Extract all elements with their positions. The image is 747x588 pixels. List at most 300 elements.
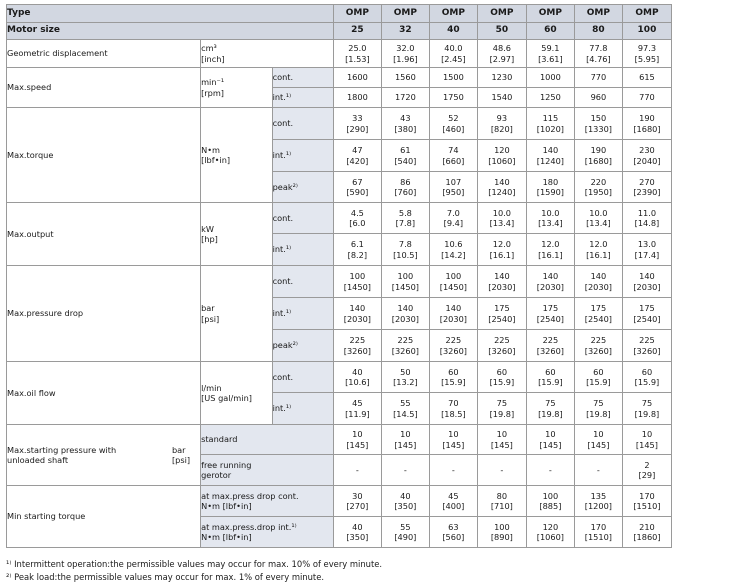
cell-line: free running	[201, 459, 252, 470]
min-starting-torque-cont-value	[477, 486, 526, 517]
max-oil-flow-cont-value	[429, 362, 477, 393]
max-output-cont-value	[526, 203, 574, 234]
cell-line: 40	[352, 366, 363, 377]
cell-line: int.¹⁾	[272, 92, 292, 103]
cell-line: 59.1	[541, 43, 560, 54]
motor-size-label	[7, 23, 334, 40]
cell-line: 43	[400, 113, 411, 124]
cell-line: 2	[644, 459, 650, 470]
cell-line: [2540]	[536, 313, 564, 324]
cell-line: cont.	[272, 212, 294, 223]
max-oil-flow-int-value	[381, 393, 429, 425]
cell-line: OMP	[538, 7, 562, 18]
cell-line: 40.0	[444, 43, 463, 54]
starting-pressure-free-value	[429, 455, 477, 486]
min-starting-torque-int-value	[574, 517, 622, 548]
cell-line: Max.torque	[7, 149, 54, 160]
cell-line: 4.5	[350, 207, 364, 218]
cell-line: 10.0	[541, 207, 560, 218]
max-pressure-drop-cont-value	[574, 266, 622, 298]
cell-line: [1.96]	[393, 53, 418, 64]
max-speed-cont-value	[333, 68, 381, 88]
motor-spec-table	[6, 4, 672, 548]
cell-line: peak²⁾	[272, 181, 298, 192]
cell-line: 40	[400, 490, 411, 501]
max-output-cont-value	[333, 203, 381, 234]
table-row	[7, 486, 672, 517]
cell-line: 1230	[491, 72, 513, 83]
starting-pressure-free-value	[333, 455, 381, 486]
type-cell	[381, 5, 429, 23]
max-speed-int-label	[272, 88, 333, 108]
cell-line: 115	[542, 113, 559, 124]
displacement-value	[429, 40, 477, 68]
cell-line: [3260]	[536, 345, 564, 356]
starting-pressure-standard-value	[381, 425, 429, 455]
max-pressure-drop-cont-value	[381, 266, 429, 298]
cell-line: [19.8]	[634, 408, 660, 419]
type-label	[7, 5, 334, 23]
table-row	[7, 5, 672, 23]
cell-line: 45	[352, 398, 363, 409]
standard-label	[201, 425, 334, 455]
max-pressure-drop-peak-value	[526, 330, 574, 362]
cell-line: 225	[445, 335, 462, 346]
cell-line: kW	[201, 223, 214, 234]
cell-line: [10.6]	[345, 377, 370, 387]
cell-line: [15.9]	[586, 377, 611, 387]
cell-line: 30	[352, 490, 363, 501]
cell-line: 74	[448, 145, 459, 156]
cell-line: Geometric displacement	[7, 48, 108, 59]
cell-line: 6.1	[350, 239, 364, 250]
cell-line: [18.5]	[441, 408, 466, 419]
cell-line: [rpm]	[201, 87, 225, 98]
cell-line: 10	[593, 429, 604, 440]
cell-line: 75	[496, 398, 508, 409]
cell-line: 75	[545, 398, 556, 409]
cell-line: [1200]	[584, 501, 612, 511]
cell-line: 60	[545, 366, 556, 377]
cell-line: 100	[349, 271, 366, 282]
cell-line: cont.	[272, 276, 294, 287]
max-oil-flow-cont-value	[333, 362, 381, 393]
cell-line: [2030]	[633, 281, 661, 292]
cell-line: [5.95]	[634, 53, 660, 64]
max-speed-cont-value	[622, 68, 671, 88]
cell-line: peak²⁾	[272, 340, 298, 351]
cell-line: 120	[494, 145, 510, 156]
cell-line: [15.9]	[538, 377, 563, 387]
cell-line: [560]	[442, 532, 465, 542]
cell-line: [13.4]	[586, 218, 611, 228]
cell-line: Min starting torque	[7, 511, 86, 522]
cell-line: [950]	[442, 187, 465, 197]
cell-line: 100	[397, 271, 414, 282]
max-torque-int-value	[429, 140, 477, 172]
max-pressure-drop-cont-value	[477, 266, 526, 298]
cell-line: int.¹⁾	[272, 150, 292, 161]
max-output-label	[7, 203, 201, 266]
max-oil-flow-unit	[201, 362, 273, 425]
cell-line: -	[596, 464, 600, 475]
cell-line: [660]	[442, 155, 465, 166]
cell-line: [2.45]	[441, 53, 466, 64]
footnotes	[6, 558, 382, 584]
max-oil-flow-cont-value	[477, 362, 526, 393]
cell-line: at max.press drop cont.	[201, 490, 299, 501]
cell-line: [145]	[587, 439, 610, 450]
cell-line: OMP	[441, 7, 465, 18]
min-starting-torque-label	[7, 486, 201, 548]
cell-line: [2030]	[439, 313, 467, 324]
cell-line: 10	[496, 429, 508, 440]
max-pressure-drop-cont-label	[272, 266, 333, 298]
free-running-gerotor-label	[201, 455, 334, 486]
motor-size-cell	[333, 23, 381, 40]
cell-line: 175	[590, 303, 607, 314]
cell-line: [1240]	[536, 155, 564, 166]
cell-line: N•m [lbf•in]	[201, 501, 252, 511]
cell-line: 32.0	[396, 43, 415, 54]
cell-line: [1450]	[343, 281, 371, 292]
cell-line: 140	[542, 271, 559, 282]
max-pressure-drop-int-value	[333, 298, 381, 330]
starting-pressure-free-value	[622, 455, 671, 486]
cell-line: bar	[201, 303, 215, 314]
cell-line: at max.press.drop int.¹⁾	[201, 521, 297, 532]
cell-line: 50	[400, 366, 411, 377]
cell-line: OMP	[490, 7, 514, 18]
cell-line: 32	[399, 25, 412, 36]
cell-line: OMP	[635, 7, 659, 18]
cell-line: [29]	[638, 470, 656, 480]
starting-pressure-standard-value	[333, 425, 381, 455]
cell-line: [4.76]	[586, 53, 611, 64]
footnote-peak: ²⁾ Peak load:the permissible values may occur for max. 1% of every minute.	[6, 572, 325, 582]
cell-line: [1330]	[584, 123, 612, 134]
type-cell	[477, 5, 526, 23]
cell-line: [145]	[394, 439, 417, 450]
max-pressure-drop-int-value	[622, 298, 671, 330]
cell-line: 61	[400, 145, 411, 156]
cell-line: OMP	[393, 7, 417, 18]
cell-line: 60	[641, 366, 653, 377]
cell-line: 100	[542, 490, 559, 501]
cell-line: Max.pressure drop	[7, 308, 84, 319]
type-cell	[429, 5, 477, 23]
cell-line: 1600	[346, 72, 368, 83]
cell-line: int.¹⁾	[272, 403, 292, 414]
max-output-int-label	[272, 234, 333, 266]
cell-line: [19.8]	[586, 408, 611, 419]
cell-line: [1.53]	[345, 53, 370, 64]
motor-size-cell	[574, 23, 622, 40]
cell-line: 10	[400, 429, 411, 440]
max-pressure-drop-int-value	[477, 298, 526, 330]
cell-line: 80	[496, 490, 508, 501]
cell-line: [8.2]	[347, 249, 368, 260]
max-oil-flow-cont-value	[574, 362, 622, 393]
max-oil-flow-label	[7, 362, 201, 425]
cell-line: -	[548, 464, 552, 475]
max-torque-peak-value	[333, 172, 381, 203]
cell-line: 10.0	[589, 207, 608, 218]
max-starting-pressure-text	[7, 445, 116, 466]
max-pressure-drop-unit	[201, 266, 273, 362]
max-torque-cont-value	[477, 108, 526, 140]
cell-line: 10	[448, 429, 459, 440]
max-speed-int-value	[429, 88, 477, 108]
type-cell	[526, 5, 574, 23]
min-starting-torque-cont-label	[201, 486, 334, 517]
cell-line: [2540]	[584, 313, 612, 324]
max-starting-pressure-label	[7, 425, 201, 486]
cell-line: [1060]	[536, 532, 564, 542]
cell-line: 100	[494, 521, 510, 532]
cell-line: [2390]	[633, 187, 661, 197]
cell-line: 93	[496, 113, 508, 124]
cell-line: 190	[590, 145, 607, 156]
max-pressure-drop-peak-value	[381, 330, 429, 362]
cell-line: 175	[494, 303, 510, 314]
cell-line: 150	[590, 113, 607, 124]
max-speed-cont-value	[574, 68, 622, 88]
cell-line: [13.2]	[393, 377, 418, 387]
cell-line: 10	[352, 429, 363, 440]
motor-size-cell	[381, 23, 429, 40]
max-torque-label	[7, 108, 201, 203]
max-pressure-drop-cont-value	[622, 266, 671, 298]
cell-line: 1250	[539, 92, 561, 103]
cell-line: [11.9]	[345, 408, 370, 419]
cell-line: 70	[448, 398, 459, 409]
cell-line: [380]	[394, 123, 417, 134]
max-torque-cont-value	[574, 108, 622, 140]
cell-line: 615	[639, 72, 655, 83]
cell-line: 25.0	[348, 43, 367, 54]
cell-line: 7.8	[398, 239, 412, 250]
cell-line: [145]	[490, 439, 513, 450]
max-torque-peak-value	[477, 172, 526, 203]
cell-line: 1000	[539, 72, 561, 83]
cell-line: [350]	[346, 532, 369, 542]
cell-line: 210	[639, 521, 655, 532]
min-starting-torque-cont-value	[429, 486, 477, 517]
max-torque-cont-value	[333, 108, 381, 140]
cell-line: -	[355, 464, 359, 475]
cell-line: unloaded shaft	[7, 455, 69, 465]
max-speed-int-value	[477, 88, 526, 108]
displacement-value	[622, 40, 671, 68]
cell-line: 135	[590, 490, 607, 501]
max-pressure-drop-int-label	[272, 298, 333, 330]
cell-line: 60	[496, 366, 508, 377]
cell-line: 7.0	[446, 207, 460, 218]
cell-line: 100	[445, 271, 462, 282]
starting-pressure-free-value	[381, 455, 429, 486]
cell-line: [15.9]	[634, 377, 660, 387]
cell-line: 75	[641, 398, 653, 409]
type-cell	[333, 5, 381, 23]
cell-line: [2030]	[488, 281, 516, 292]
starting-pressure-standard-value	[477, 425, 526, 455]
cell-line: 225	[590, 335, 607, 346]
table-row	[7, 40, 672, 68]
max-torque-cont-value	[622, 108, 671, 140]
max-pressure-drop-label	[7, 266, 201, 362]
min-starting-torque-int-value	[526, 517, 574, 548]
max-oil-flow-int-value	[622, 393, 671, 425]
cell-line: [2030]	[391, 313, 419, 324]
max-pressure-drop-int-value	[574, 298, 622, 330]
cell-line: 55	[400, 521, 411, 532]
cell-line: [US gal/min]	[201, 393, 252, 403]
cell-line: 140	[542, 145, 559, 156]
max-oil-flow-cont-value	[622, 362, 671, 393]
cell-line: 60	[448, 366, 459, 377]
cell-line: cont.	[272, 371, 294, 382]
cell-line: 50	[495, 25, 509, 36]
max-speed-int-value	[574, 88, 622, 108]
cell-line: [1060]	[488, 155, 516, 166]
motor-size-cell	[429, 23, 477, 40]
max-torque-peak-label	[272, 172, 333, 203]
cell-line: bar	[171, 444, 186, 455]
motor-size-cell	[477, 23, 526, 40]
starting-pressure-standard-value	[622, 425, 671, 455]
table-row	[7, 203, 672, 234]
cell-line: 97.3	[637, 43, 657, 54]
cell-line: 13.0	[637, 239, 657, 250]
max-speed-cont-value	[429, 68, 477, 88]
cell-line: [540]	[394, 155, 417, 166]
table-row	[7, 362, 672, 393]
max-torque-peak-value	[526, 172, 574, 203]
cell-line: 63	[448, 521, 459, 532]
cell-line: [2030]	[584, 281, 612, 292]
type-cell	[574, 5, 622, 23]
cell-line: [1020]	[536, 123, 564, 134]
cell-line: Max.oil flow	[7, 387, 56, 398]
cell-line: 960	[590, 92, 607, 103]
cell-line: 1720	[394, 92, 416, 103]
max-starting-pressure-label-wrap	[7, 445, 200, 466]
cell-line: [420]	[346, 155, 369, 166]
max-torque-peak-value	[574, 172, 622, 203]
max-torque-int-value	[381, 140, 429, 172]
cell-line: N•m	[201, 144, 221, 155]
max-pressure-drop-peak-value	[477, 330, 526, 362]
max-output-cont-label	[272, 203, 333, 234]
cell-line: OMP	[586, 7, 610, 18]
cell-line: 140	[494, 176, 510, 187]
starting-pressure-free-value	[526, 455, 574, 486]
cell-line: [16.1]	[489, 249, 515, 260]
starting-pressure-standard-value	[429, 425, 477, 455]
max-pressure-drop-peak-value	[429, 330, 477, 362]
table-row	[7, 425, 672, 455]
cell-line: 170	[590, 521, 607, 532]
cell-line: [460]	[442, 123, 465, 134]
max-pressure-drop-peak-value	[622, 330, 671, 362]
max-torque-int-value	[477, 140, 526, 172]
cell-line: [psi]	[201, 313, 220, 324]
max-torque-cont-value	[526, 108, 574, 140]
cell-line: Motor size	[7, 25, 60, 36]
cell-line: [psi]	[171, 455, 191, 465]
cell-line: 770	[639, 92, 655, 103]
cell-line: [885]	[539, 501, 562, 511]
cell-line: cont.	[272, 118, 294, 129]
max-oil-flow-int-value	[429, 393, 477, 425]
cell-line: N•m [lbf•in]	[201, 532, 252, 542]
cell-line: [3260]	[343, 345, 371, 356]
cell-line: 770	[590, 72, 607, 83]
max-oil-flow-cont-label	[272, 362, 333, 393]
max-pressure-drop-int-value	[381, 298, 429, 330]
cell-line: 86	[400, 176, 411, 187]
cell-line: [1450]	[391, 281, 419, 292]
min-starting-torque-int-label	[201, 517, 334, 548]
cell-line: [1950]	[584, 187, 612, 197]
cell-line: [hp]	[201, 234, 218, 244]
max-speed-int-value	[622, 88, 671, 108]
cell-line: cont.	[272, 72, 294, 83]
max-output-int-value	[574, 234, 622, 266]
cell-line: [350]	[394, 501, 417, 511]
cell-line: 180	[542, 176, 559, 187]
min-starting-torque-int-value	[429, 517, 477, 548]
max-speed-cont-value	[526, 68, 574, 88]
max-pressure-drop-peak-value	[574, 330, 622, 362]
min-starting-torque-cont-value	[526, 486, 574, 517]
cell-line: 230	[639, 145, 655, 156]
max-speed-cont-value	[477, 68, 526, 88]
table-row	[7, 266, 672, 298]
max-pressure-drop-peak-value	[333, 330, 381, 362]
cell-line: [1510]	[633, 501, 661, 511]
cell-line: cm³	[201, 43, 217, 54]
cell-line: 33	[352, 113, 363, 124]
cell-line: 55	[400, 398, 411, 409]
type-cell	[622, 5, 671, 23]
max-output-int-value	[333, 234, 381, 266]
cell-line: 5.8	[398, 207, 412, 218]
cell-line: 190	[639, 113, 655, 124]
cell-line: [14.5]	[393, 408, 418, 419]
max-output-int-value	[429, 234, 477, 266]
cell-line: [1860]	[633, 532, 661, 542]
cell-line: 12.0	[541, 239, 560, 250]
cell-line: [1450]	[439, 281, 467, 292]
cell-line: Max.output	[7, 228, 54, 239]
cell-line: 10	[545, 429, 556, 440]
max-pressure-drop-cont-value	[429, 266, 477, 298]
cell-line: l/min	[201, 382, 222, 393]
displacement-value	[526, 40, 574, 68]
cell-line: [1240]	[488, 187, 516, 197]
max-output-cont-value	[574, 203, 622, 234]
cell-line: 77.8	[589, 43, 608, 54]
cell-line: [145]	[539, 439, 562, 450]
cell-line: 25	[351, 25, 364, 36]
cell-line: 1560	[394, 72, 416, 83]
min-starting-torque-cont-value	[333, 486, 381, 517]
cell-line: 140	[639, 271, 655, 282]
cell-line: 12.0	[492, 239, 511, 250]
min-starting-torque-int-value	[477, 517, 526, 548]
